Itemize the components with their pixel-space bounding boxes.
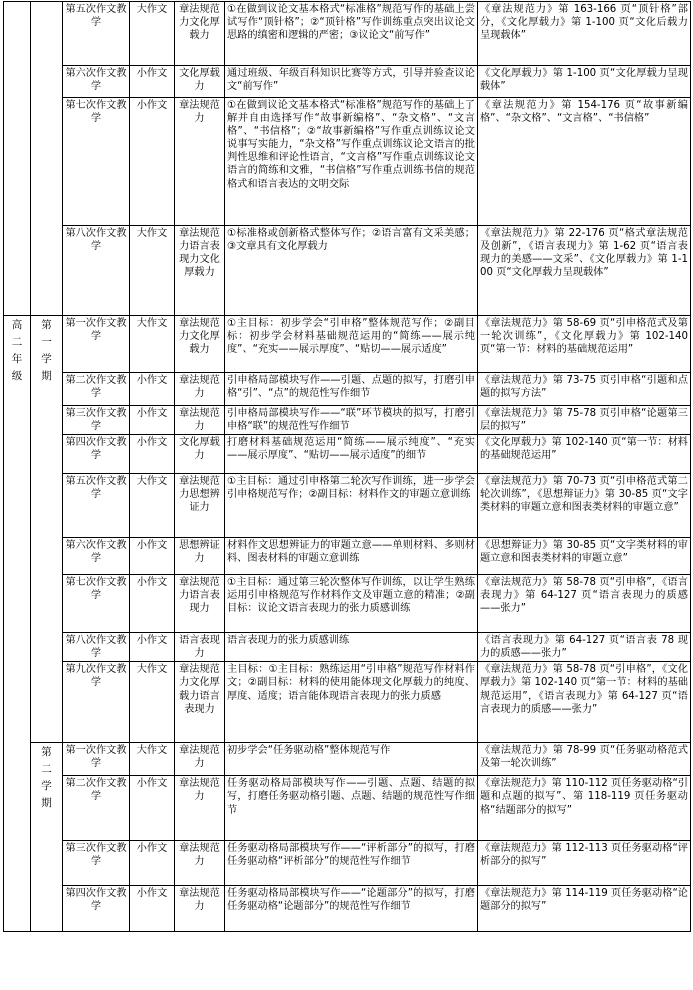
reference-cell: 《章法规范力》第 58-78 页“引申格”，《文化厚载力》第 102-140 页“第一节：材料的基础规范运用”，《语言表现力》第 64-127 页“语言表现力的质感——张力” — [478, 662, 691, 743]
session-cell: 第八次作文教学 — [63, 633, 130, 662]
essay-size-cell: 小作文 — [130, 66, 175, 98]
teaching-content-cell: ①主目标：通过引申格第二轮次写作训练，进一步学会引申格规范写作；②副目标：材料作文的审题立意训练 — [225, 474, 478, 538]
ability-type-cell: 章法规范力 — [175, 841, 225, 886]
reference-cell: 《思想辩证力》第 30-85 页“文字类材料的审题立意和图表类材料的审题立意” — [478, 538, 691, 575]
table-row — [4, 886, 691, 932]
table-row — [4, 538, 691, 575]
session-cell: 第五次作文教学 — [63, 474, 130, 538]
reference-cell: 《章法规范力》第 58-78 页“引申格”，《语言表现力》第 64-127 页“语言表现力的质感——张力” — [478, 575, 691, 633]
ability-type-cell: 思想辨证力 — [175, 538, 225, 575]
session-cell: 第二次作文教学 — [63, 373, 130, 406]
session-cell: 第四次作文教学 — [63, 435, 130, 474]
reference-cell: 《章法规范力》第 112-113 页任务驱动格“评析部分的拟写” — [478, 841, 691, 886]
ability-type-cell: 文化厚载力 — [175, 435, 225, 474]
teaching-content-cell: 语言表现力的张力质感训练 — [225, 633, 478, 662]
essay-size-cell: 小作文 — [130, 435, 175, 474]
reference-cell: 《章法规范力》第 73-75 页引申格“引题和点题的拟写方法” — [478, 373, 691, 406]
table-row — [4, 2, 691, 66]
session-cell: 第九次作文教学 — [63, 662, 130, 743]
teaching-content-cell: 通过班级、年级百科知识比赛等方式，引导并验查议论文“前写作” — [225, 66, 478, 98]
reference-cell: 《文化厚载力》第 1-100 页“文化厚载力呈现载体” — [478, 66, 691, 98]
essay-size-cell: 大作文 — [130, 474, 175, 538]
session-cell: 第二次作文教学 — [63, 776, 130, 841]
reference-cell: 《章法规范力》第 163-166 页“顶针格”部分，《文化厚载力》第 1-100 页“文化后载力呈现载体” — [478, 2, 691, 66]
session-cell: 第一次作文教学 — [63, 316, 130, 373]
reference-cell: 《语言表现力》第 64-127 页“语言表 78 现力的质感——张力” — [478, 633, 691, 662]
teaching-content-cell: 任务驱动格局部模块写作——“评析部分”的拟写，打磨任务驱动格“评析部分”的规范性写作细节 — [225, 841, 478, 886]
reference-cell: 《章法规范力》第 114-119 页任务驱动格“论题部分的拟写” — [478, 886, 691, 932]
ability-type-cell: 章法规范力 — [175, 406, 225, 435]
essay-size-cell: 小作文 — [130, 886, 175, 932]
essay-size-cell: 大作文 — [130, 226, 175, 316]
table-row — [4, 633, 691, 662]
table-row — [4, 66, 691, 98]
grade-cell-empty — [4, 2, 31, 316]
essay-size-cell: 小作文 — [130, 406, 175, 435]
table-row — [4, 841, 691, 886]
reference-cell: 《章法规范力》第 75-78 页引申格“论题第三层的拟写” — [478, 406, 691, 435]
term-label: 第一学期 — [41, 319, 52, 382]
term-cell — [31, 316, 63, 743]
ability-type-cell: 章法规范力 — [175, 776, 225, 841]
teaching-content-cell: 初步学会“任务驱动格”整体规范写作 — [225, 743, 478, 776]
ability-type-cell: 章法规范力 — [175, 743, 225, 776]
session-cell: 第四次作文教学 — [63, 886, 130, 932]
term-cell — [31, 2, 63, 316]
session-cell: 第七次作文教学 — [63, 98, 130, 226]
table-row — [4, 743, 691, 776]
session-cell: 第六次作文教学 — [63, 538, 130, 575]
teaching-content-cell: ①主目标：初步学会“引申格”整体规范写作；②副目标：初步学会材料基础规范运用的“简练——展示纯度”、“充实——展示厚度”、“贴切——展示适度” — [225, 316, 478, 373]
table-row — [4, 316, 691, 373]
reference-cell: 《章法规范力》第 70-73 页“引申格范式第二轮次训练”，《思想辩证力》第 30-85 页“文字类材料的审题立意和图表类材料的审题立意” — [478, 474, 691, 538]
reference-cell: 《文化厚载力》第 102-140 页“第一节：材料的基础规范运用” — [478, 435, 691, 474]
ability-type-cell: 语言表现力 — [175, 633, 225, 662]
ability-type-cell: 章法规范力文化厚载力 — [175, 2, 225, 66]
essay-size-cell: 小作文 — [130, 575, 175, 633]
session-cell: 第三次作文教学 — [63, 841, 130, 886]
essay-size-cell: 小作文 — [130, 776, 175, 841]
ability-type-cell: 章法规范力 — [175, 98, 225, 226]
essay-size-cell: 大作文 — [130, 316, 175, 373]
teaching-content-cell: 引申格局部模块写作——引题、点题的拟写，打磨引申格“引”、“点”的规范性写作细节 — [225, 373, 478, 406]
reference-cell: 《章法规范力》第 58-69 页“引申格范式及第一轮次训练”，《文化厚载力》第 102-140 页“第一节：材料的基础规范运用” — [478, 316, 691, 373]
teaching-content-cell: 主目标：①主目标：熟练运用“引申格”规范写作材料作文；②副目标：材料的使用能体现文化厚载力的纯度、厚度、适度；语言能体现语言表现力的张力质感 — [225, 662, 478, 743]
teaching-content-cell: 任务驱动格局部模块写作——引题、点题、结题的拟写，打磨任务驱动格引题、点题、结题的规范性写作细节 — [225, 776, 478, 841]
reference-cell: 《章法规范力》第 22-176 页“格式章法规范及创新”，《语言表现力》第 1-62 页“语言表现力的美感——文采”、《文化厚载力》第 1-100 页“文化厚载力呈现载体” — [478, 226, 691, 316]
teaching-content-cell: 引申格局部模块写作——“联”环节模块的拟写，打磨引申格“联”的规范性写作细节 — [225, 406, 478, 435]
table-row — [4, 406, 691, 435]
table-row — [4, 226, 691, 316]
teaching-content-cell: ①标准格或创新格式整体写作；②语言富有文采美感；③文章具有文化厚载力 — [225, 226, 478, 316]
ability-type-cell: 章法规范力文化厚载力 — [175, 316, 225, 373]
ability-type-cell: 章法规范力语言表现力 — [175, 575, 225, 633]
session-cell: 第八次作文教学 — [63, 226, 130, 316]
teaching-content-cell: ①主目标：通过第三轮次整体写作训练，以让学生熟练运用引申格规范写作材料作文及审题立意的精准；②副目标：议论文语言表现力的张力质感训练 — [225, 575, 478, 633]
teaching-content-cell: ①在做到议论文基本格式“标准格”规范写作的基础上尝试写作“顶针格”；②“顶针格”写作训练重点突出议论文思路的缜密和逻辑的严密；③议论文“前写作” — [225, 2, 478, 66]
table-row — [4, 98, 691, 226]
ability-type-cell: 章法规范力思想辨证力 — [175, 474, 225, 538]
ability-type-cell: 章法规范力 — [175, 886, 225, 932]
teaching-content-cell: 任务驱动格局部模块写作——“论题部分”的拟写，打磨任务驱动格“论题部分”的规范性写作细节 — [225, 886, 478, 932]
term-cell — [31, 743, 63, 932]
ability-type-cell: 章法规范力 — [175, 373, 225, 406]
essay-size-cell: 大作文 — [130, 2, 175, 66]
reference-cell: 《章法规范力》第 110-112 页任务驱动格“引题和点题的拟写”、第 118-119 页任务驱动格“结题部分的拟写” — [478, 776, 691, 841]
session-cell: 第五次作文教学 — [63, 2, 130, 66]
essay-size-cell: 小作文 — [130, 98, 175, 226]
teaching-content-cell: 材料作文思想辨证力的审题立意——单则材料、多则材料、图表材料的审题立意训练 — [225, 538, 478, 575]
teaching-content-cell: 打磨材料基础规范运用“简练——展示纯度”、“充实——展示厚度”、“贴切——展示适度”的细节 — [225, 435, 478, 474]
session-cell: 第七次作文教学 — [63, 575, 130, 633]
essay-size-cell: 大作文 — [130, 743, 175, 776]
essay-size-cell: 小作文 — [130, 538, 175, 575]
writing-plan-table — [3, 1, 691, 932]
reference-cell: 《章法规范力》第 154-176 页“故事新编格”、“杂文格”、“文言格”、“书信格” — [478, 98, 691, 226]
ability-type-cell: 章法规范力文化厚载力语言表现力 — [175, 662, 225, 743]
table-row — [4, 373, 691, 406]
grade-label: 高二年级 — [11, 319, 23, 382]
session-cell: 第一次作文教学 — [63, 743, 130, 776]
essay-size-cell: 小作文 — [130, 373, 175, 406]
table-row — [4, 776, 691, 841]
ability-type-cell: 文化厚载力 — [175, 66, 225, 98]
table-row — [4, 662, 691, 743]
essay-size-cell: 大作文 — [130, 662, 175, 743]
ability-type-cell: 章法规范力语言表现力文化厚载力 — [175, 226, 225, 316]
table-row — [4, 435, 691, 474]
teaching-content-cell: ①在做到议论文基本格式“标准格”规范写作的基础上了解并自由选择写作“故事新编格”、“杂文格”、“文言格”、“书信格”；②“故事新编格”写作重点训练议论文说事写实能力，“杂文格”写作重点训练议论文语言的批判性思维和评论性语言，“文言格”写作重点训练议论文语言的简练和文雅，“书信格”写作重点训练书信的规范格式和语言表达的文明交际 — [225, 98, 478, 226]
table-row — [4, 575, 691, 633]
essay-size-cell: 小作文 — [130, 633, 175, 662]
session-cell: 第六次作文教学 — [63, 66, 130, 98]
session-cell: 第三次作文教学 — [63, 406, 130, 435]
essay-size-cell: 小作文 — [130, 841, 175, 886]
term-label: 第二学期 — [41, 746, 52, 810]
table-row — [4, 474, 691, 538]
table-body — [4, 2, 691, 932]
reference-cell: 《章法规范力》第 78-99 页“任务驱动格范式及第一轮次训练” — [478, 743, 691, 776]
grade-cell — [4, 316, 31, 932]
